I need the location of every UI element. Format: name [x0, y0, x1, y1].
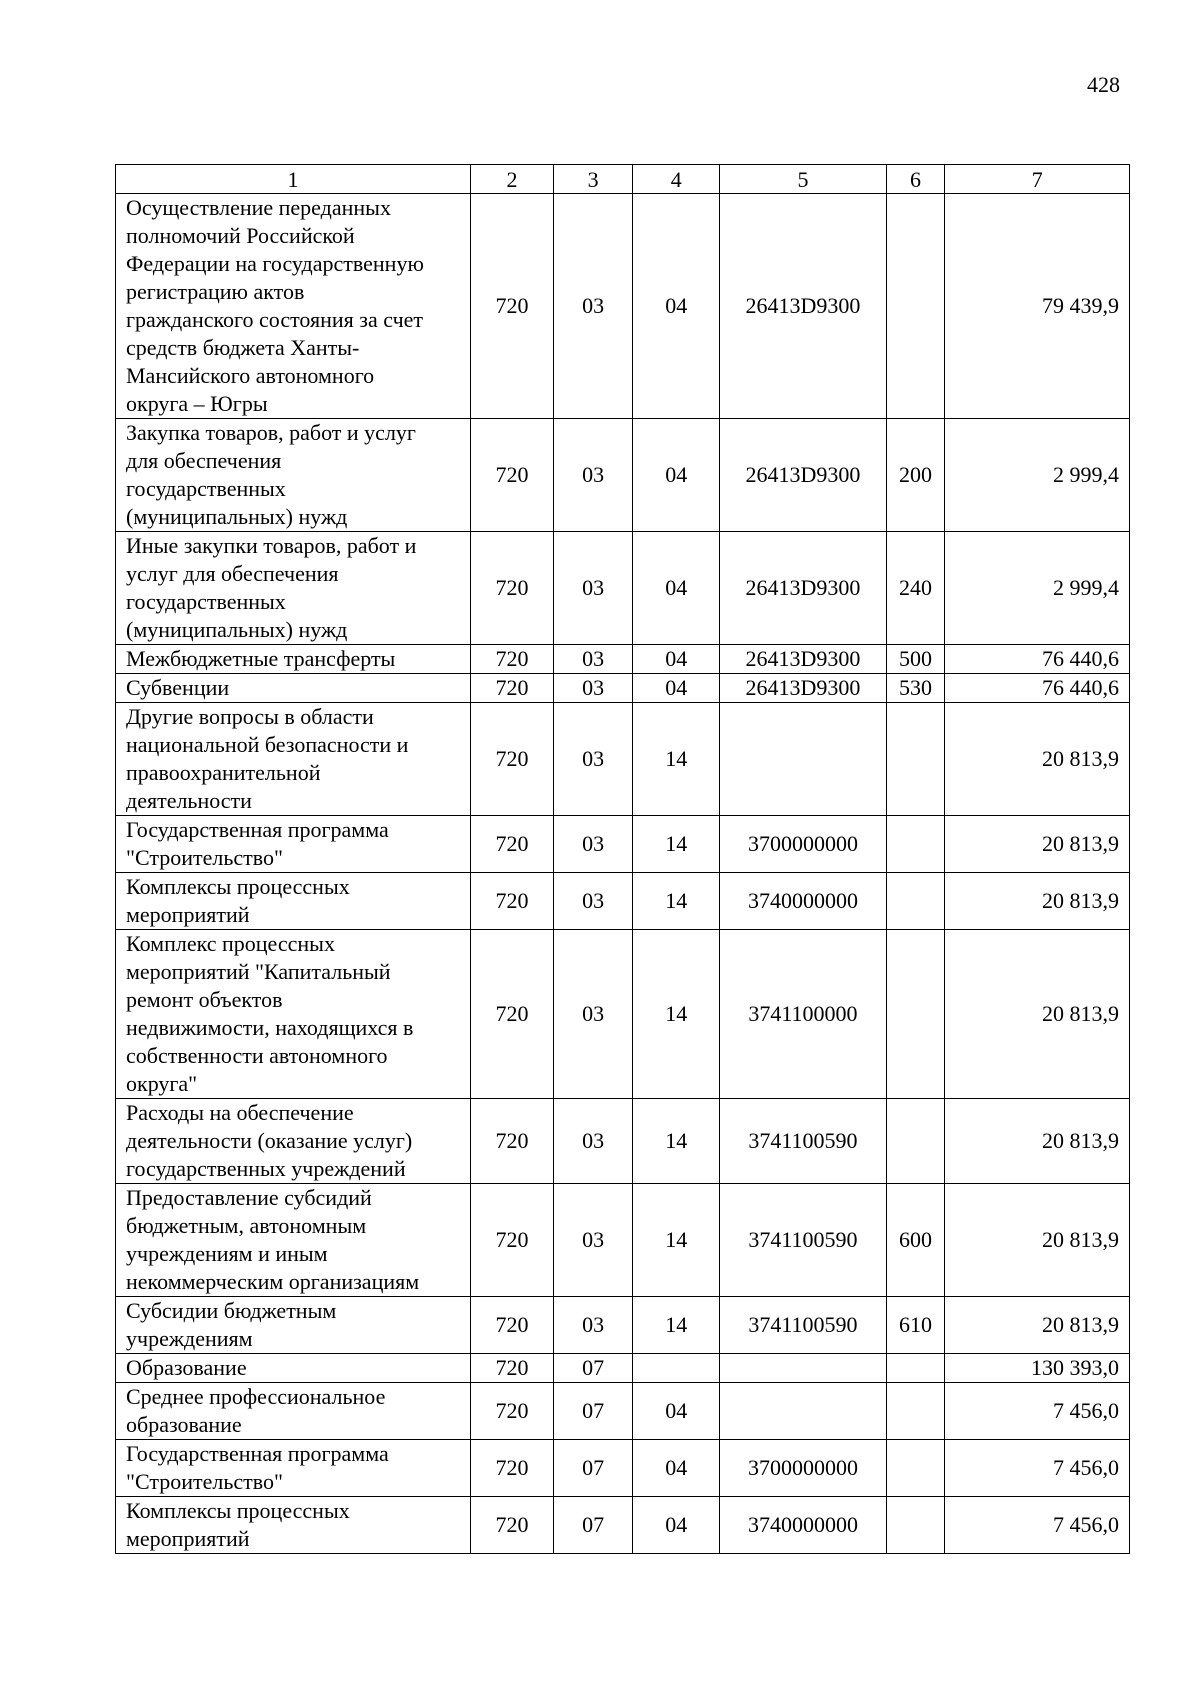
row-amount-cell: 7 456,0 — [945, 1440, 1130, 1497]
table-row — [116, 1383, 1130, 1440]
row-col2-cell: 720 — [470, 873, 553, 930]
row-amount-cell: 20 813,9 — [945, 930, 1130, 1099]
row-col4-cell: 04 — [633, 1497, 720, 1554]
row-col6-cell: 240 — [886, 532, 945, 645]
row-amount-cell: 20 813,9 — [945, 1184, 1130, 1297]
row-col5-cell: 26413D9300 — [720, 674, 886, 703]
row-col6-cell: 600 — [886, 1184, 945, 1297]
row-col5-cell: 3741100590 — [720, 1099, 886, 1184]
row-col4-cell — [633, 1354, 720, 1383]
row-col5-cell: 3741100000 — [720, 930, 886, 1099]
row-col3-cell: 07 — [554, 1383, 633, 1440]
row-col2-cell: 720 — [470, 194, 553, 419]
row-col5-cell: 3700000000 — [720, 816, 886, 873]
row-name-cell: Образование — [116, 1354, 471, 1383]
row-col3-cell: 07 — [554, 1497, 633, 1554]
row-col4-cell: 04 — [633, 194, 720, 419]
header-cell-6: 6 — [886, 165, 945, 194]
row-col5-cell: 26413D9300 — [720, 419, 886, 532]
row-name-cell: Межбюджетные трансферты — [116, 645, 471, 674]
row-name-cell: Субвенции — [116, 674, 471, 703]
row-col6-cell — [886, 1440, 945, 1497]
row-col2-cell: 720 — [470, 1099, 553, 1184]
header-cell-4: 4 — [633, 165, 720, 194]
row-name-cell: Предоставление субсидий бюджетным, автономным учреждениям и иным некоммерческим организациям — [116, 1184, 471, 1297]
row-amount-cell: 130 393,0 — [945, 1354, 1130, 1383]
table-row — [116, 1354, 1130, 1383]
row-col5-cell — [720, 703, 886, 816]
row-name-cell: Расходы на обеспечение деятельности (оказание услуг) государственных учреждений — [116, 1099, 471, 1184]
row-col5-cell: 26413D9300 — [720, 532, 886, 645]
row-col3-cell: 03 — [554, 194, 633, 419]
table-body — [116, 165, 1130, 1554]
row-name-cell: Иные закупки товаров, работ и услуг для обеспечения государственных (муниципальных) нужд — [116, 532, 471, 645]
row-col3-cell: 03 — [554, 674, 633, 703]
row-col4-cell: 04 — [633, 1383, 720, 1440]
table-row — [116, 1099, 1130, 1184]
row-amount-cell: 20 813,9 — [945, 1297, 1130, 1354]
row-col6-cell — [886, 816, 945, 873]
row-col3-cell: 03 — [554, 816, 633, 873]
table-row — [116, 1184, 1130, 1297]
row-col2-cell: 720 — [470, 532, 553, 645]
header-cell-1: 1 — [116, 165, 471, 194]
row-col4-cell: 04 — [633, 532, 720, 645]
row-col5-cell: 3741100590 — [720, 1184, 886, 1297]
row-col5-cell: 3741100590 — [720, 1297, 886, 1354]
row-col4-cell: 14 — [633, 1297, 720, 1354]
row-col2-cell: 720 — [470, 1184, 553, 1297]
header-row — [116, 165, 1130, 194]
table-row — [116, 703, 1130, 816]
row-col3-cell: 03 — [554, 1184, 633, 1297]
row-col2-cell: 720 — [470, 645, 553, 674]
header-cell-2: 2 — [470, 165, 553, 194]
row-col2-cell: 720 — [470, 674, 553, 703]
row-col6-cell — [886, 1099, 945, 1184]
header-cell-3: 3 — [554, 165, 633, 194]
row-col5-cell: 26413D9300 — [720, 194, 886, 419]
table-row — [116, 816, 1130, 873]
row-col5-cell: 3740000000 — [720, 873, 886, 930]
row-name-cell: Среднее профессиональное образование — [116, 1383, 471, 1440]
row-name-cell: Другие вопросы в области национальной безопасности и правоохранительной деятельности — [116, 703, 471, 816]
row-col6-cell — [886, 873, 945, 930]
row-col4-cell: 14 — [633, 1184, 720, 1297]
row-col5-cell — [720, 1383, 886, 1440]
page-number: 428 — [1087, 72, 1120, 97]
row-col3-cell: 07 — [554, 1440, 633, 1497]
row-col2-cell: 720 — [470, 419, 553, 532]
row-col6-cell — [886, 1497, 945, 1554]
table-row — [116, 1440, 1130, 1497]
row-amount-cell: 20 813,9 — [945, 703, 1130, 816]
row-col4-cell: 04 — [633, 645, 720, 674]
row-name-cell: Субсидии бюджетным учреждениям — [116, 1297, 471, 1354]
table-row — [116, 674, 1130, 703]
row-col4-cell: 14 — [633, 703, 720, 816]
row-col6-cell: 500 — [886, 645, 945, 674]
row-col3-cell: 03 — [554, 419, 633, 532]
row-col5-cell — [720, 1354, 886, 1383]
table-row — [116, 419, 1130, 532]
row-name-cell: Осуществление переданных полномочий Российской Федерации на государственную регистрацию актов гражданского состояния за счет средств бюджета Ханты- Мансийского автономного округа – Югры — [116, 194, 471, 419]
row-amount-cell: 76 440,6 — [945, 645, 1130, 674]
row-col5-cell: 3740000000 — [720, 1497, 886, 1554]
row-col3-cell: 03 — [554, 930, 633, 1099]
row-col4-cell: 14 — [633, 1099, 720, 1184]
row-name-cell: Комплексы процессных мероприятий — [116, 873, 471, 930]
row-name-cell: Закупка товаров, работ и услуг для обеспечения государственных (муниципальных) нужд — [116, 419, 471, 532]
row-col4-cell: 14 — [633, 930, 720, 1099]
row-amount-cell: 20 813,9 — [945, 873, 1130, 930]
row-col4-cell: 04 — [633, 1440, 720, 1497]
row-col5-cell: 26413D9300 — [720, 645, 886, 674]
row-col6-cell: 200 — [886, 419, 945, 532]
row-col6-cell: 610 — [886, 1297, 945, 1354]
row-col3-cell: 03 — [554, 645, 633, 674]
table-row — [116, 532, 1130, 645]
row-col6-cell — [886, 703, 945, 816]
table-row — [116, 194, 1130, 419]
row-col4-cell: 04 — [633, 419, 720, 532]
row-col2-cell: 720 — [470, 1440, 553, 1497]
header-cell-7: 7 — [945, 165, 1130, 194]
row-col6-cell — [886, 1354, 945, 1383]
row-amount-cell: 20 813,9 — [945, 816, 1130, 873]
table-row — [116, 645, 1130, 674]
row-col3-cell: 03 — [554, 1297, 633, 1354]
row-col2-cell: 720 — [470, 1497, 553, 1554]
row-col3-cell: 03 — [554, 703, 633, 816]
table-row — [116, 1297, 1130, 1354]
row-name-cell: Государственная программа "Строительство" — [116, 1440, 471, 1497]
table-row — [116, 930, 1130, 1099]
row-col6-cell: 530 — [886, 674, 945, 703]
row-name-cell: Комплекс процессных мероприятий "Капитальный ремонт объектов недвижимости, находящихся в собственности автономного округа" — [116, 930, 471, 1099]
row-col3-cell: 03 — [554, 873, 633, 930]
row-name-cell: Комплексы процессных мероприятий — [116, 1497, 471, 1554]
row-amount-cell: 20 813,9 — [945, 1099, 1130, 1184]
row-amount-cell: 7 456,0 — [945, 1383, 1130, 1440]
row-col2-cell: 720 — [470, 703, 553, 816]
row-col6-cell — [886, 930, 945, 1099]
row-col3-cell: 03 — [554, 532, 633, 645]
row-col4-cell: 04 — [633, 674, 720, 703]
row-col2-cell: 720 — [470, 930, 553, 1099]
row-col2-cell: 720 — [470, 1383, 553, 1440]
row-amount-cell: 7 456,0 — [945, 1497, 1130, 1554]
budget-table — [115, 164, 1130, 1554]
row-col2-cell: 720 — [470, 816, 553, 873]
row-col6-cell — [886, 1383, 945, 1440]
row-name-cell: Государственная программа "Строительство" — [116, 816, 471, 873]
row-amount-cell: 79 439,9 — [945, 194, 1130, 419]
row-col2-cell: 720 — [470, 1354, 553, 1383]
row-amount-cell: 2 999,4 — [945, 419, 1130, 532]
row-amount-cell: 76 440,6 — [945, 674, 1130, 703]
table-row — [116, 873, 1130, 930]
row-col6-cell — [886, 194, 945, 419]
row-col5-cell: 3700000000 — [720, 1440, 886, 1497]
table-row — [116, 1497, 1130, 1554]
row-col4-cell: 14 — [633, 873, 720, 930]
row-col2-cell: 720 — [470, 1297, 553, 1354]
row-col4-cell: 14 — [633, 816, 720, 873]
header-cell-5: 5 — [720, 165, 886, 194]
row-col3-cell: 07 — [554, 1354, 633, 1383]
row-amount-cell: 2 999,4 — [945, 532, 1130, 645]
row-col3-cell: 03 — [554, 1099, 633, 1184]
